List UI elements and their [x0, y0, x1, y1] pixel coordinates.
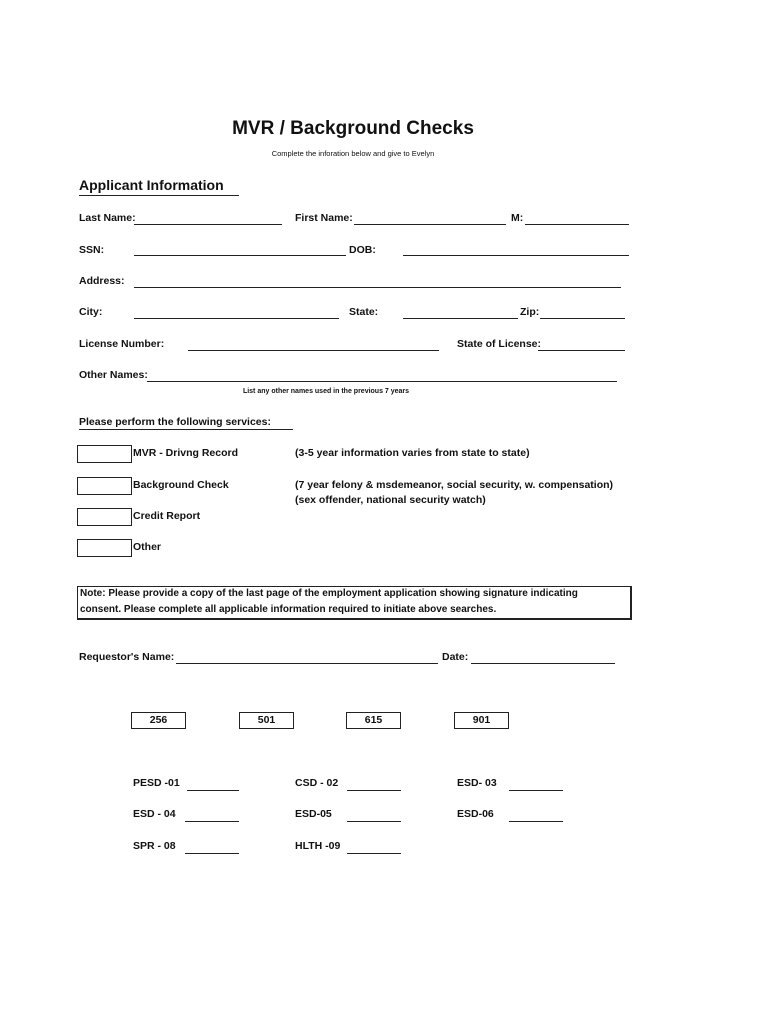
- state-label: State:: [349, 306, 379, 318]
- mvr-label: MVR - Drivng Record: [133, 447, 239, 459]
- ssn-label: SSN:: [79, 244, 105, 256]
- other-names-field[interactable]: [147, 381, 617, 382]
- other-checkbox[interactable]: [77, 539, 132, 557]
- license-number-field[interactable]: [188, 350, 439, 351]
- dept-label: ESD-05: [295, 808, 332, 820]
- credit-report-label: Credit Report: [133, 510, 201, 522]
- date-field[interactable]: [471, 663, 615, 664]
- background-check-checkbox[interactable]: [77, 477, 132, 495]
- address-label: Address:: [79, 275, 125, 287]
- background-check-note: (7 year felony & msdemeanor, social security, w. compensation): [295, 479, 614, 491]
- zip-label: Zip:: [520, 306, 540, 318]
- state-of-license-label: State of License:: [457, 338, 542, 350]
- state-field[interactable]: [403, 318, 518, 319]
- first-name-label: First Name:: [295, 212, 353, 224]
- dept-label: CSD - 02: [295, 777, 339, 789]
- dept-field[interactable]: [347, 790, 401, 791]
- code-box-901[interactable]: 901: [454, 712, 509, 729]
- page-title: MVR / Background Checks: [232, 118, 474, 139]
- code-box-501[interactable]: 501: [239, 712, 294, 729]
- consent-note-line-2: consent. Please complete all applicable information required to initiate above searches.: [80, 604, 497, 615]
- mvr-checkbox[interactable]: [77, 445, 132, 463]
- dept-field[interactable]: [185, 821, 239, 822]
- dob-label: DOB:: [349, 244, 376, 256]
- address-field[interactable]: [134, 287, 621, 288]
- other-names-label: Other Names:: [79, 369, 148, 381]
- dept-label: ESD- 03: [457, 777, 497, 789]
- applicant-section-title: Applicant Information: [79, 177, 224, 193]
- background-check-label: Background Check: [133, 479, 229, 491]
- dept-field[interactable]: [347, 821, 401, 822]
- city-label: City:: [79, 306, 103, 318]
- city-field[interactable]: [134, 318, 339, 319]
- dept-field[interactable]: [509, 790, 563, 791]
- dept-field[interactable]: [347, 853, 401, 854]
- code-box-256[interactable]: 256: [131, 712, 186, 729]
- last-name-label: Last Name:: [79, 212, 136, 224]
- dept-field[interactable]: [187, 790, 239, 791]
- dept-label: PESD -01: [133, 777, 180, 789]
- dept-label: ESD - 04: [133, 808, 176, 820]
- page-subtitle: Complete the inforation below and give to Evelyn: [271, 149, 435, 158]
- background-check-note-2: (sex offender, national security watch): [295, 494, 486, 506]
- mvr-note: (3-5 year information varies from state to state): [295, 447, 530, 459]
- dept-label: HLTH -09: [295, 840, 341, 852]
- dept-field[interactable]: [185, 853, 239, 854]
- services-title: Please perform the following services:: [79, 416, 271, 428]
- state-of-license-field[interactable]: [538, 350, 625, 351]
- date-label: Date:: [442, 651, 469, 663]
- ssn-field[interactable]: [134, 255, 346, 256]
- dob-field[interactable]: [403, 255, 629, 256]
- dept-label: SPR - 08: [133, 840, 176, 852]
- code-box-615[interactable]: 615: [346, 712, 401, 729]
- section-title-underline: [79, 195, 239, 196]
- other-label: Other: [133, 541, 162, 553]
- dept-field[interactable]: [509, 821, 563, 822]
- last-name-field[interactable]: [134, 224, 282, 225]
- license-number-label: License Number:: [79, 338, 165, 350]
- other-names-hint: List any other names used in the previous 7 years: [242, 388, 410, 395]
- dept-label: ESD-06: [457, 808, 494, 820]
- requestor-name-field[interactable]: [176, 663, 438, 664]
- middle-initial-field[interactable]: [525, 224, 629, 225]
- credit-report-checkbox[interactable]: [77, 508, 132, 526]
- requestor-name-label: Requestor's Name:: [79, 651, 175, 663]
- first-name-field[interactable]: [354, 224, 506, 225]
- middle-initial-label: M:: [511, 212, 524, 224]
- services-title-underline: [79, 429, 293, 430]
- zip-field[interactable]: [540, 318, 625, 319]
- consent-note-line-1: Note: Please provide a copy of the last page of the employment application showing signature indicating: [80, 588, 578, 599]
